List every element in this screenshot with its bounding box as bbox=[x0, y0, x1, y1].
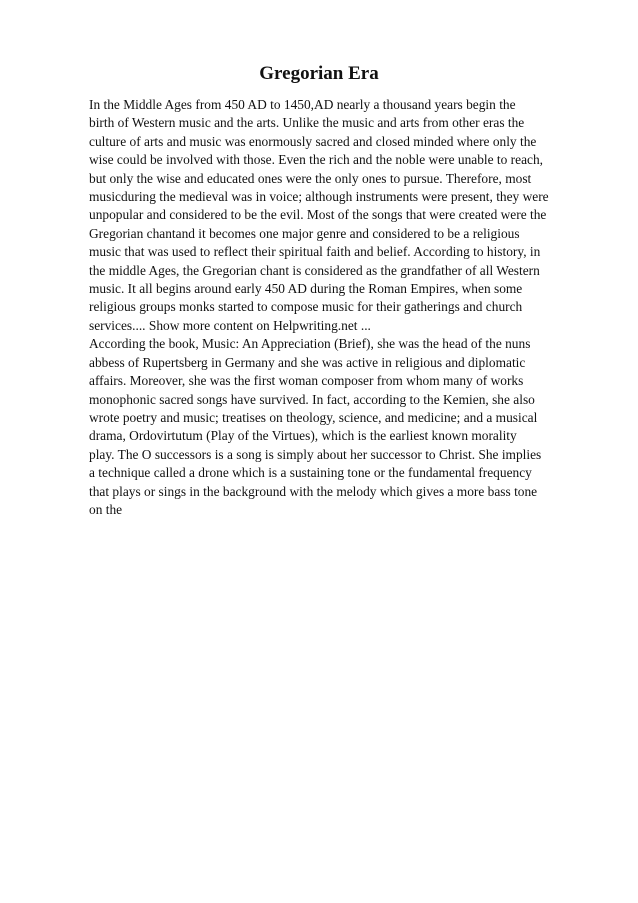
body-line: In the Middle Ages from 450 AD to 1450,AD nearly a thousand years begin the bbox=[89, 97, 516, 112]
body-line: Gregorian chantand it becomes one major genre and considered to be a religious bbox=[89, 225, 520, 241]
body-line: on the bbox=[89, 501, 123, 517]
body-line: culture of arts and music was enormously sacred and closed minded where only the bbox=[89, 133, 537, 149]
body-line: abbess of Rupertsberg in Germany and she was active in religious and diplomatic bbox=[89, 354, 526, 370]
body-line: but only the wise and educated ones were the only ones to pursue. Therefore, most bbox=[89, 170, 532, 186]
body-line: unpopular and considered to be the evil. Most of the songs that were created were the bbox=[89, 207, 547, 223]
document-body bbox=[89, 96, 559, 519]
body-line: religious groups monks started to compose music for their gatherings and church bbox=[89, 299, 523, 315]
body-line: that plays or sings in the background with the melody which gives a more bass tone bbox=[89, 483, 538, 499]
body-line: a technique called a drone which is a sustaining tone or the fundamental frequency bbox=[89, 465, 532, 481]
body-line: music. It all begins around early 450 AD during the Roman Empires, when some bbox=[89, 281, 523, 297]
body-line: wise could be involved with those. Even the rich and the noble were unable to reach, bbox=[89, 152, 544, 168]
body-line: affairs. Moreover, she was the first woman composer from whom many of works bbox=[89, 373, 524, 389]
body-line: services.... Show more content on Helpwriting.net ... bbox=[89, 317, 371, 333]
document-title: Gregorian Era bbox=[259, 63, 379, 84]
body-line: drama, Ordovirtutum (Play of the Virtues), which is the earliest known morality bbox=[89, 428, 517, 444]
body-line: musicduring the medieval was in voice; although instruments were present, they were bbox=[89, 189, 549, 205]
body-line: birth of Western music and the arts. Unlike the music and arts from other eras the bbox=[89, 115, 525, 131]
body-line: According the book, Music: An Appreciation (Brief), she was the head of the nuns bbox=[89, 336, 531, 352]
body-line: the middle Ages, the Gregorian chant is considered as the grandfather of all Western bbox=[89, 262, 540, 278]
body-line: wrote poetry and music; treatises on theology, science, and medicine; and a musical bbox=[89, 409, 538, 425]
body-line: monophonic sacred songs have survived. In fact, according to the Kemien, she also bbox=[89, 391, 535, 407]
body-line: play. The O successors is a song is simply about her successor to Christ. She implies bbox=[89, 446, 542, 462]
body-line: music that was used to reflect their spiritual faith and belief. According to history, in bbox=[89, 244, 541, 260]
